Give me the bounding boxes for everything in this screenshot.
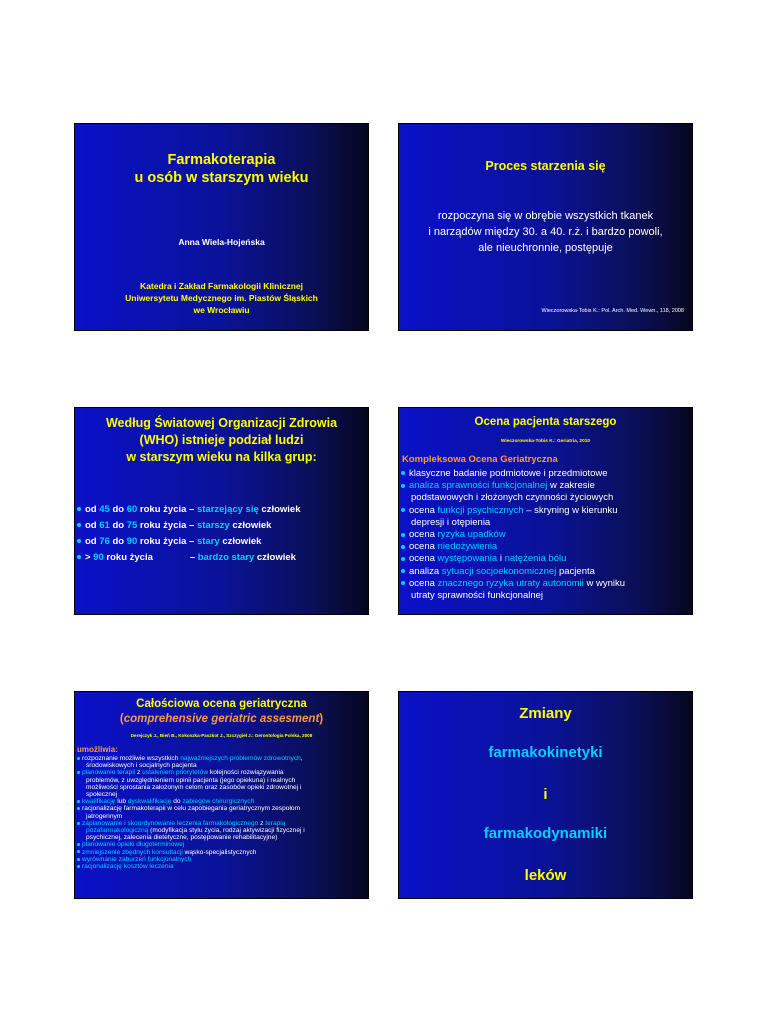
- bullet-icon: [77, 858, 80, 861]
- title-line: Według Światowej Organizacji Zdrowia: [105, 416, 338, 430]
- slide-heading: Ocena pacjenta starszego: [474, 416, 617, 428]
- bullet-icon: [401, 533, 405, 537]
- list-item: rozpoznanie możliwie wszystkich najważniejszych problemów zdrowotnych, środowiskowych i socjalnych pacjenta: [77, 755, 366, 769]
- list-item: ocena ryzyka upadków: [401, 529, 690, 541]
- bullet-icon: [77, 507, 81, 511]
- department-line: Uniwersytetu Medycznego im. Piastów Śląskich: [125, 293, 318, 303]
- bullet-icon: [77, 771, 80, 774]
- slide-title: [74, 123, 369, 331]
- slide-line: Zmiany: [519, 705, 572, 722]
- slide-patient-assessment: [398, 407, 693, 615]
- bullet-icon: [77, 523, 81, 527]
- bullet-icon: [77, 555, 81, 559]
- list-item: klasyczne badanie podmiotowe i przedmiotowe: [401, 468, 690, 480]
- title-line: (comprehensive geriatric assesment): [119, 713, 324, 725]
- reference: Wieczorowska-Tobis K.: Pol. Arch. Med. Wewn., 118, 2008: [541, 308, 684, 314]
- title-line: u osób w starszym wieku: [134, 170, 309, 186]
- list-item: planowanie terapii z ustaleniem priorytetów kolejności rozwiązywania problemów, z uwzględnieniem opinii pacjenta (jego opiekuna) i realnych możliwości sprostania założonym celom oraz zasobów opieki zdrowotnej i społecznej: [77, 769, 366, 798]
- list-item: od 61 do 75 roku życia – starszy człowiek: [77, 518, 300, 534]
- department-line: Katedra i Zakład Farmakologii Klinicznej: [140, 281, 303, 291]
- body-line: rozpoczyna się w obrębie wszystkich tkanek: [437, 210, 654, 222]
- list-item: zmniejszenie zbędnych konsultacji wąsko-specjalistycznych: [77, 849, 366, 856]
- list-item: racjonalizację farmakoterapii w celu zapobiegania geriatrycznym zespołom jatrogennym: [77, 805, 366, 819]
- slide-line: farmakodynamiki: [483, 825, 608, 842]
- list-item: ocena występowania i natężenia bólu: [401, 553, 690, 565]
- title-line: Farmakoterapia: [167, 152, 276, 168]
- slide-body: [399, 208, 692, 256]
- slide-who-groups: [74, 407, 369, 615]
- list-item: ocena funkcji psychicznych – skryning w kierunku depresji i otępienia: [401, 505, 690, 529]
- bullet-icon: [77, 843, 80, 846]
- slide-heading: [75, 697, 368, 727]
- author: Anna Wiela-Hojeńska: [178, 237, 265, 247]
- bullet-icon: [401, 557, 405, 561]
- list-item: ocena znacznego ryzyka utraty autonomii w wyniku utraty sprawności funkcjonalnej: [401, 578, 690, 602]
- bullet-icon: [77, 807, 80, 810]
- section-heading: umożliwia:: [77, 745, 118, 754]
- bullet-icon: [401, 508, 405, 512]
- slide-line: i: [543, 786, 548, 803]
- slide-line: farmakokinetyki: [488, 744, 603, 761]
- title-line: w starszym wieku na kilka grup:: [126, 450, 317, 464]
- reference: Wieczorowska-Tobis K.: Geriatria, 2010: [500, 439, 591, 444]
- list-item: zaplanowanie i skoordynowanie leczenia farmakologicznego z terapią pozafarmakologiczną (modyfikacja stylu życia, rodzaj aktywizacji fizycznej i psychicznej, zalecenia dietetyczne, postępowanie rehabilitacyjne): [77, 820, 366, 842]
- assessment-list: [401, 468, 690, 602]
- body-line: ale nieuchronnie, postępuje: [478, 242, 613, 254]
- bullet-icon: [401, 569, 405, 573]
- slide-comprehensive-assessment: [74, 691, 369, 899]
- list-item: wyrównanie zaburzeń funkcjonalnych: [77, 856, 366, 863]
- bullet-icon: [77, 865, 80, 868]
- age-group-list: [77, 502, 300, 566]
- title-line: Całościowa ocena geriatryczna: [136, 698, 307, 710]
- slide-aging-process: [398, 123, 693, 331]
- list-item: racjonalizację kosztów leczenia: [77, 863, 366, 870]
- list-item: od 76 do 90 roku życia – stary człowiek: [77, 534, 300, 550]
- benefits-list: [77, 755, 366, 870]
- slide-title-heading: [75, 151, 368, 187]
- list-item: ocena niedożywienia: [401, 541, 690, 553]
- slide-heading: Proces starzenia się: [485, 159, 606, 173]
- list-item: > 90 roku życia – bardzo stary człowiek: [77, 550, 300, 566]
- slide-line: leków: [524, 867, 567, 884]
- list-item: analiza sytuacji socjoekonomicznej pacjenta: [401, 566, 690, 578]
- body-line: i narządów między 30. a 40. r.ż. i bardzo powoli,: [428, 226, 663, 238]
- department-line: we Wrocławiu: [193, 305, 250, 315]
- bullet-icon: [401, 484, 405, 488]
- bullet-icon: [77, 822, 80, 825]
- bullet-icon: [77, 539, 81, 543]
- bullet-icon: [77, 757, 80, 760]
- bullet-icon: [401, 581, 405, 585]
- reference: Derejczyk J., Bień B., Kokoszka-Paszkot J., Szczygieł J.: Gerontologia Polska, 2008: [130, 733, 313, 738]
- department: [75, 280, 368, 316]
- slide-pharmacokinetics: [398, 691, 693, 899]
- slide-heading: [75, 415, 368, 466]
- list-item: kwalifikację lub dyskwalifikację do zabiegów chirurgicznych: [77, 798, 366, 805]
- list-item: analiza sprawności funkcjonalnej w zakresie podstawowych i złożonych czynności życiowych: [401, 480, 690, 504]
- section-heading: Kompleksowa Ocena Geriatryczna: [402, 454, 558, 465]
- bullet-icon: [401, 471, 405, 475]
- title-line: (WHO) istnieje podział ludzi: [139, 433, 304, 447]
- bullet-icon: [77, 800, 80, 803]
- bullet-icon: [77, 850, 80, 853]
- list-item: planowanie opieki długoterminowej: [77, 841, 366, 848]
- bullet-icon: [401, 545, 405, 549]
- list-item: od 45 do 60 roku życia – starzejący się człowiek: [77, 502, 300, 518]
